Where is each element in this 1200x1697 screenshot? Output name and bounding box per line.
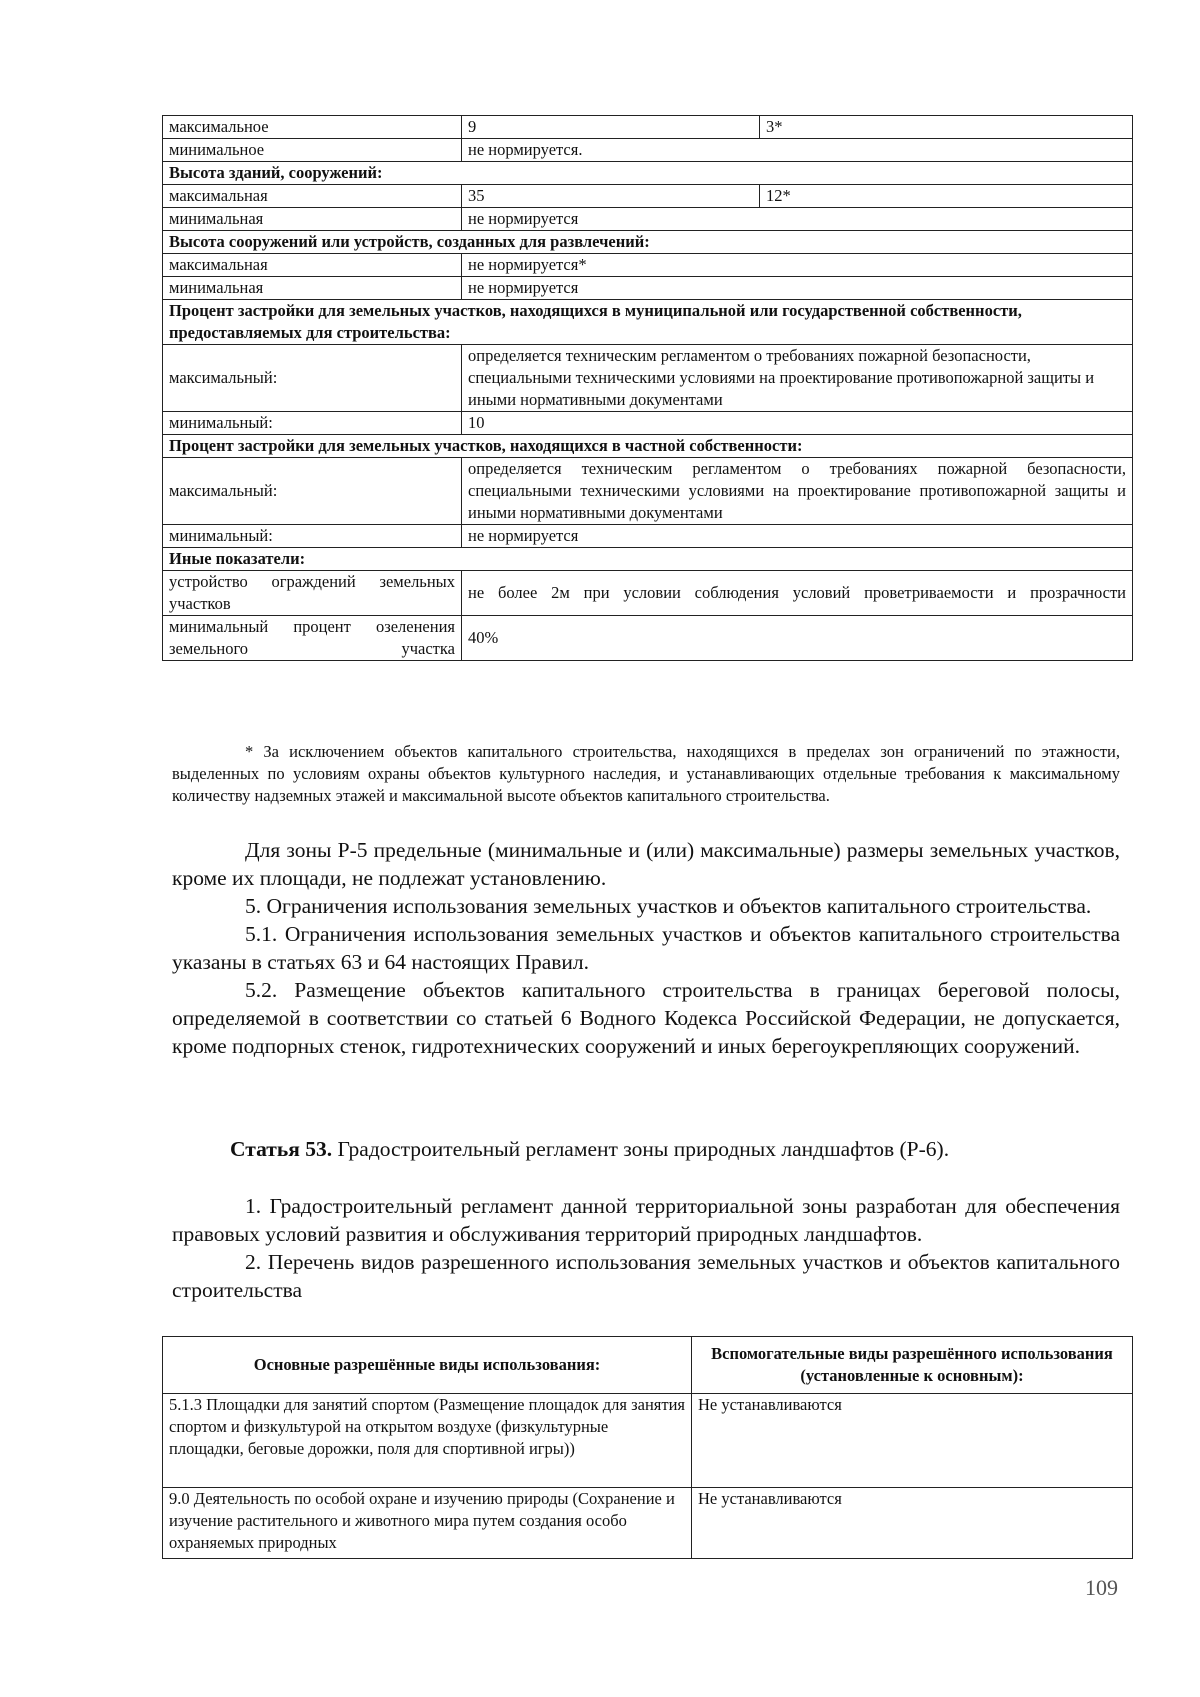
row-label: минимальное bbox=[163, 139, 462, 162]
section-row bbox=[163, 231, 1133, 254]
table-row bbox=[163, 277, 1133, 300]
table-row bbox=[163, 116, 1133, 139]
section-row bbox=[163, 548, 1133, 571]
table-row bbox=[163, 571, 1133, 616]
table-row bbox=[163, 208, 1133, 231]
section-row bbox=[163, 435, 1133, 458]
article-paragraphs bbox=[172, 1192, 1120, 1304]
row-label: максимальная bbox=[163, 185, 462, 208]
article-title: Градостроительный регламент зоны природных ландшафтов (Р-6). bbox=[337, 1137, 950, 1161]
row-value: не нормируется bbox=[462, 208, 1133, 231]
paragraph: 5.2. Размещение объектов капитального строительства в границах береговой полосы, определяемой в соответствии со статьей 6 Водного Кодекса Российской Федерации, не допускается, кроме подпорных стенок, гидротехнических сооружений и иных берегоукрепляющих сооружений. bbox=[172, 978, 1120, 1058]
table-row bbox=[163, 616, 1133, 661]
row-value-alt: 12* bbox=[760, 185, 1133, 208]
article-number: Статья 53. bbox=[230, 1137, 333, 1161]
row-value: 40% bbox=[462, 616, 1133, 661]
row-value: не нормируется bbox=[462, 277, 1133, 300]
article-heading bbox=[172, 1135, 1120, 1163]
zone-parameters-table bbox=[162, 115, 1133, 661]
section-heading: Высота сооружений или устройств, созданных для развлечений: bbox=[163, 231, 1133, 254]
paragraph: 5.1. Ограничения использования земельных участков и объектов капитального строительства указаны в статьях 63 и 64 настоящих Правил. bbox=[172, 922, 1120, 974]
section-row bbox=[163, 162, 1133, 185]
table-row bbox=[163, 1394, 1133, 1488]
table-row bbox=[163, 1488, 1133, 1559]
footnote: * За исключением объектов капитального строительства, находящихся в пределах зон ограничений по этажности, выделенных по условиям охраны объектов культурного наследия, и устанавливающих отдельные требования к максимальному количеству надземных этажей и максимальной высоте объектов капитального строительства. bbox=[172, 742, 1120, 805]
aux-use-cell: Не устанавливаются bbox=[692, 1394, 1133, 1488]
paragraph: Для зоны Р-5 предельные (минимальные и (или) максимальные) размеры земельных участков, кроме их площади, не подлежат установлению. bbox=[172, 838, 1120, 890]
aux-use-cell: Не устанавливаются bbox=[692, 1488, 1133, 1559]
table-row bbox=[163, 139, 1133, 162]
paragraph: 5. Ограничения использования земельных участков и объектов капитального строительства. bbox=[245, 894, 1092, 918]
main-use-cell: 5.1.3 Площадки для занятий спортом (Размещение площадок для занятия спортом и физкультурой на открытом воздухе (физкультурные площадки, беговые дорожки, поля для спортивной игры)) bbox=[163, 1394, 692, 1488]
permitted-uses-table bbox=[162, 1336, 1133, 1559]
table-row bbox=[163, 185, 1133, 208]
paragraph: 1. Градостроительный регламент данной территориальной зоны разработан для обеспечения правовых условий развития и обслуживания территорий природных ландшафтов. bbox=[172, 1194, 1120, 1246]
row-value: 35 bbox=[462, 185, 760, 208]
page-number: 109 bbox=[1085, 1575, 1118, 1600]
row-label: минимальный: bbox=[163, 412, 462, 435]
table-row bbox=[163, 254, 1133, 277]
row-label: максимальная bbox=[163, 254, 462, 277]
section-row bbox=[163, 300, 1133, 345]
main-use-cell: 9.0 Деятельность по особой охране и изучению природы (Сохранение и изучение растительного и животного мира путем создания особо охраняемых природных bbox=[163, 1488, 692, 1559]
row-value: не нормируется* bbox=[462, 254, 1133, 277]
row-label: максимальный: bbox=[163, 458, 462, 525]
section-heading: Процент застройки для земельных участков, находящихся в частной собственности: bbox=[163, 435, 1133, 458]
table-header-row bbox=[163, 1337, 1133, 1394]
body-paragraphs bbox=[172, 836, 1120, 1060]
row-label: минимальный процент озеленения земельного участка bbox=[163, 616, 462, 661]
section-heading: Процент застройки для земельных участков, находящихся в муниципальной или государственной собственности, предоставляемых для строительства: bbox=[163, 300, 1133, 345]
row-value: не более 2м при условии соблюдения условий проветриваемости и прозрачности bbox=[462, 571, 1133, 616]
table-row bbox=[163, 525, 1133, 548]
row-value-alt: 3* bbox=[760, 116, 1133, 139]
row-value: определяется техническим регламентом о требованиях пожарной безопасности, специальными техническими условиями на проектирование противопожарной защиты и иными нормативными документами bbox=[462, 345, 1133, 412]
row-value: не нормируется bbox=[462, 525, 1133, 548]
column-header-main: Основные разрешённые виды использования: bbox=[163, 1337, 692, 1394]
column-header-aux: Вспомогательные виды разрешённого использования (установленные к основным): bbox=[692, 1337, 1133, 1394]
row-label: минимальный: bbox=[163, 525, 462, 548]
row-value: не нормируется. bbox=[462, 139, 1133, 162]
paragraph: 2. Перечень видов разрешенного использования земельных участков и объектов капитального строительства bbox=[172, 1250, 1120, 1302]
table-row bbox=[163, 345, 1133, 412]
row-value: 10 bbox=[462, 412, 1133, 435]
section-heading: Иные показатели: bbox=[163, 548, 1133, 571]
table-row bbox=[163, 412, 1133, 435]
row-value: определяется техническим регламентом о требованиях пожарной безопасности, специальными техническими условиями на проектирование противопожарной защиты и иными нормативными документами bbox=[462, 458, 1133, 525]
row-label: максимальный: bbox=[163, 345, 462, 412]
row-label: устройство ограждений земельных участков bbox=[163, 571, 462, 616]
row-label: минимальная bbox=[163, 208, 462, 231]
section-heading: Высота зданий, сооружений: bbox=[163, 162, 1133, 185]
row-value: 9 bbox=[462, 116, 760, 139]
table-row bbox=[163, 458, 1133, 525]
row-label: минимальная bbox=[163, 277, 462, 300]
row-label: максимальное bbox=[163, 116, 462, 139]
